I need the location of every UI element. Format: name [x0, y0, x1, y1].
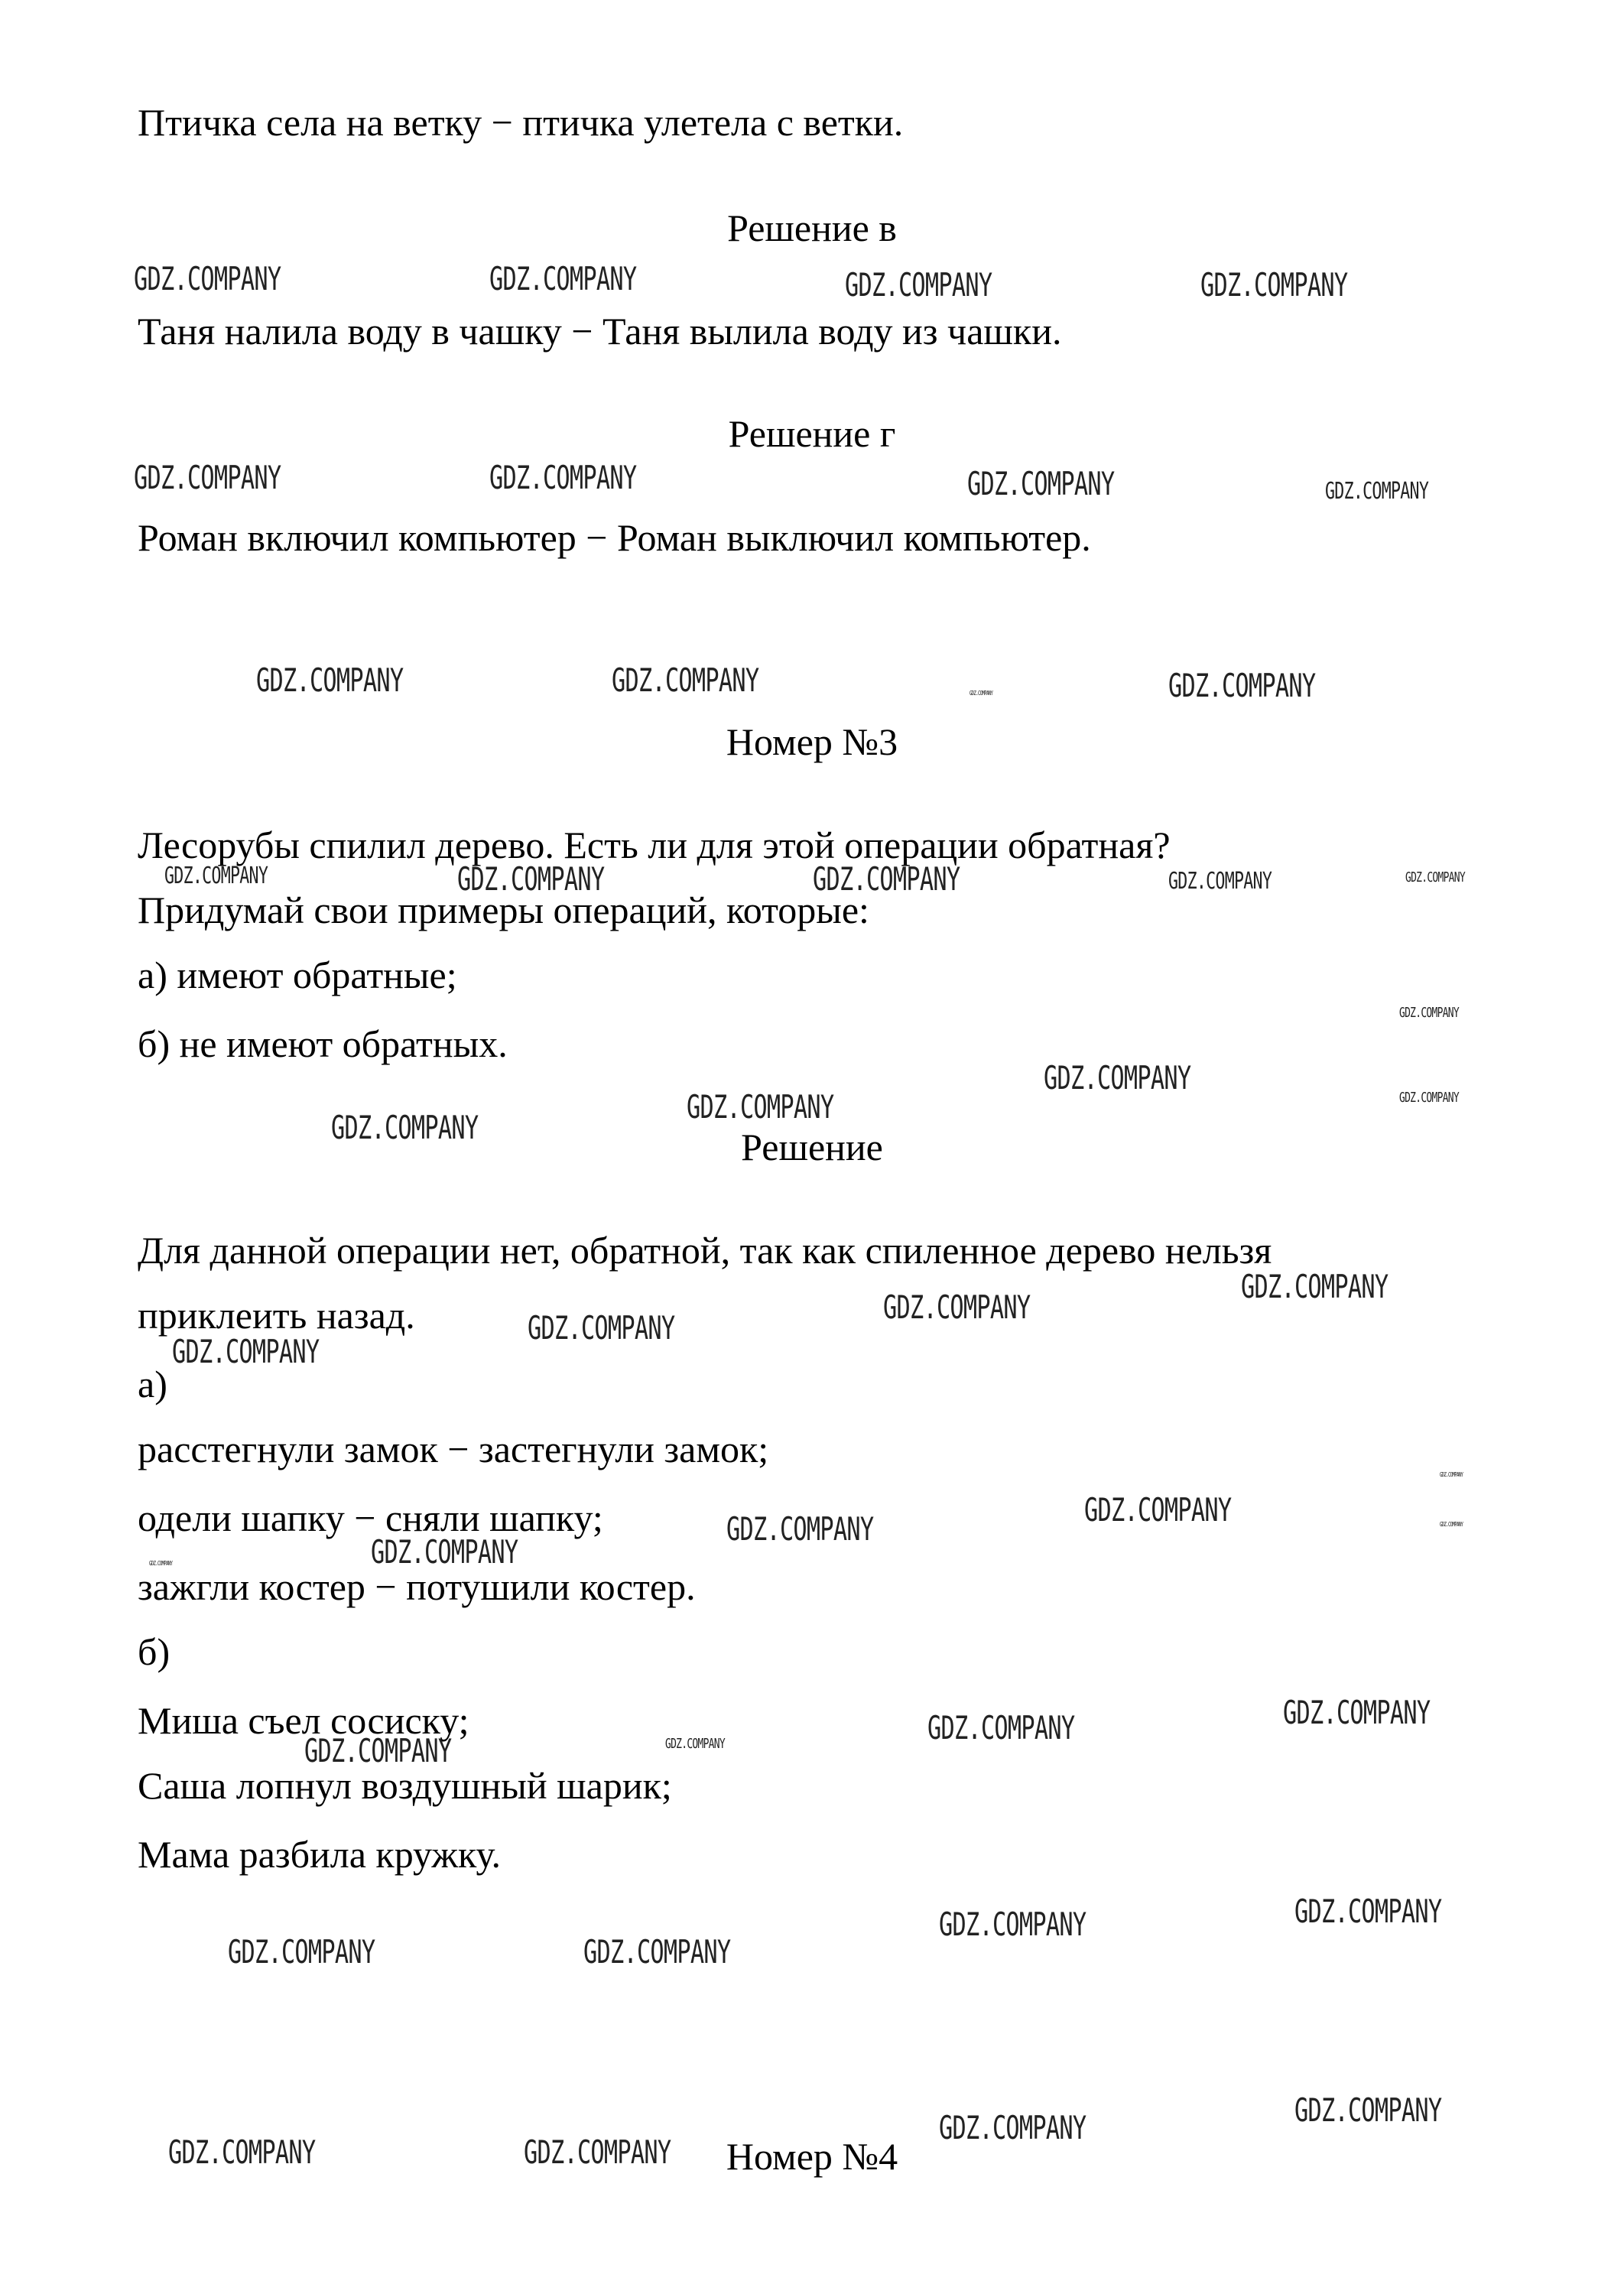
text-line-3: Роман включил компьютер − Роман выключил компьютер.	[138, 516, 1091, 559]
solution-line-1: Для данной операции нет, обратной, так как спиленное дерево нельзя	[138, 1229, 1272, 1272]
solution-line-7: б)	[138, 1630, 171, 1673]
watermark: GDZ.COMPANY	[970, 690, 993, 697]
text-line-1: Птичка села на ветку − птичка улетела с ветки.	[138, 101, 904, 144]
watermark: GDZ.COMPANY	[371, 1533, 518, 1571]
watermark: GDZ.COMPANY	[528, 1309, 675, 1347]
watermark: GDZ.COMPANY	[1405, 869, 1465, 885]
watermark: GDZ.COMPANY	[524, 2133, 671, 2171]
watermark: GDZ.COMPANY	[845, 266, 992, 304]
watermark: GDZ.COMPANY	[1440, 1521, 1463, 1528]
watermark: GDZ.COMPANY	[1440, 1471, 1463, 1478]
watermark: GDZ.COMPANY	[134, 260, 281, 297]
watermark: GDZ.COMPANY	[939, 1906, 1086, 1943]
solution-line-9: Саша лопнул воздушный шарик;	[138, 1764, 672, 1807]
heading-solution-g: Решение г	[728, 412, 896, 455]
watermark: GDZ.COMPANY	[164, 863, 268, 889]
solution-line-8: Миша съел сосиску;	[138, 1699, 469, 1742]
solution-line-5: одели шапку − сняли шапку;	[138, 1496, 603, 1539]
watermark: GDZ.COMPANY	[168, 2133, 316, 2171]
watermark: GDZ.COMPANY	[1200, 266, 1348, 304]
heading-solution: Решение	[741, 1126, 883, 1168]
solution-line-6: зажгли костер − потушили костер.	[138, 1565, 696, 1608]
watermark: GDZ.COMPANY	[1399, 1005, 1459, 1021]
watermark: GDZ.COMPANY	[1399, 1090, 1459, 1106]
watermark: GDZ.COMPANY	[1325, 478, 1429, 505]
heading-number-4: Номер №4	[726, 2135, 898, 2178]
watermark: GDZ.COMPANY	[813, 860, 960, 898]
watermark: GDZ.COMPANY	[927, 1709, 1075, 1746]
question-line-4: б) не имеют обратных.	[138, 1022, 508, 1065]
watermark: GDZ.COMPANY	[1283, 1694, 1431, 1731]
watermark: GDZ.COMPANY	[149, 1560, 173, 1567]
watermark: GDZ.COMPANY	[1168, 868, 1272, 895]
watermark: GDZ.COMPANY	[489, 459, 637, 496]
watermark: GDZ.COMPANY	[172, 1333, 320, 1370]
watermark: GDZ.COMPANY	[939, 2109, 1086, 2146]
solution-line-2: приклеить назад.	[138, 1294, 415, 1337]
watermark: GDZ.COMPANY	[304, 1732, 452, 1769]
watermark: GDZ.COMPANY	[665, 1736, 725, 1752]
watermark: GDZ.COMPANY	[228, 1933, 375, 1971]
watermark: GDZ.COMPANY	[1044, 1059, 1191, 1097]
text-line-2: Таня налила воду в чашку − Таня вылила воду из чашки.	[138, 310, 1062, 353]
watermark: GDZ.COMPANY	[1241, 1268, 1389, 1305]
question-line-2: Придумай свои примеры операций, которые:	[138, 889, 869, 931]
watermark: GDZ.COMPANY	[967, 465, 1115, 502]
watermark: GDZ.COMPANY	[583, 1933, 731, 1971]
watermark: GDZ.COMPANY	[883, 1288, 1031, 1326]
watermark: GDZ.COMPANY	[1168, 667, 1316, 704]
solution-line-10: Мама разбила кружку.	[138, 1833, 502, 1876]
watermark: GDZ.COMPANY	[1294, 1893, 1442, 1930]
solution-line-3: а)	[138, 1363, 167, 1405]
watermark: GDZ.COMPANY	[134, 459, 281, 496]
heading-solution-v: Решение в	[727, 206, 897, 249]
watermark: GDZ.COMPANY	[1084, 1491, 1232, 1529]
heading-number-3: Номер №3	[726, 720, 898, 763]
solution-line-4: расстегнули замок − застегнули замок;	[138, 1428, 769, 1470]
watermark: GDZ.COMPANY	[457, 860, 605, 898]
question-line-3: а) имеют обратные;	[138, 954, 457, 996]
watermark: GDZ.COMPANY	[726, 1510, 874, 1548]
watermark: GDZ.COMPANY	[331, 1109, 479, 1146]
watermark: GDZ.COMPANY	[687, 1088, 834, 1126]
watermark: GDZ.COMPANY	[489, 260, 637, 297]
watermark: GDZ.COMPANY	[1294, 2091, 1442, 2129]
watermark: GDZ.COMPANY	[612, 661, 759, 699]
question-line-1: Лесорубы спилил дерево. Есть ли для этой операции обратная?	[138, 824, 1171, 866]
watermark: GDZ.COMPANY	[256, 661, 404, 699]
